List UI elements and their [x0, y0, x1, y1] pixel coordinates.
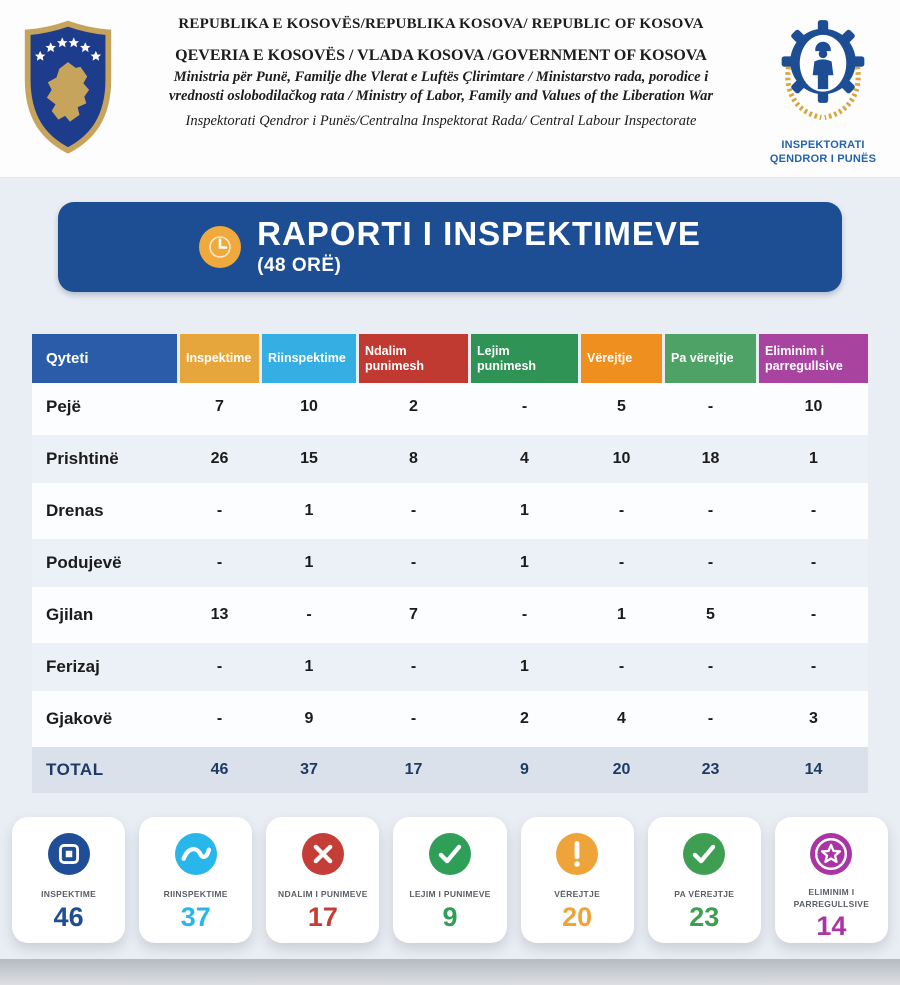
value-cell: 5 [617, 398, 626, 415]
city-cell: Drenas [46, 501, 104, 520]
value-cell: - [521, 606, 528, 623]
table-row-podujev [32, 539, 868, 591]
city-cell: Podujevë [46, 553, 122, 572]
card-label: LEJIM I PUNIMEVE [409, 888, 491, 899]
gear-worker-icon [767, 10, 879, 132]
city-cell: Prishtinë [46, 449, 119, 468]
value-cell: - [216, 710, 223, 727]
logo-caption-line2: QENDROR I PUNËS [769, 152, 877, 165]
value-cell: - [216, 658, 223, 675]
x-icon [302, 833, 344, 880]
value-cell: 1 [304, 554, 314, 571]
inspectorate-logo [760, 8, 886, 167]
kosovo-coat-of-arms [14, 8, 122, 164]
card-value: 20 [562, 902, 593, 932]
value-cell: - [521, 398, 528, 415]
column-header-inspektime: Inspektime [180, 334, 259, 383]
inspectorate-title: Inspektorati Qendror i Punës/Centralna Inspektorat Rada/ Central Labour Inspectorate [185, 112, 697, 129]
value-cell: 1 [617, 606, 626, 623]
summary-card-pa-v-rejtje [648, 817, 761, 943]
logo-caption [760, 139, 886, 167]
column-header-eliminim-i-parregullsive: Eliminim i parregullsive [759, 334, 868, 383]
card-value: 23 [689, 902, 720, 932]
value-cell: 1 [304, 502, 314, 519]
value-cell: - [410, 502, 417, 519]
column-header-riinspektime: Riinspektime [262, 334, 356, 383]
summary-card-lejim-i-punimeve [393, 817, 506, 943]
check-icon [683, 833, 725, 880]
summary-card-riinspektime [139, 817, 252, 943]
government-title: QEVERIA E KOSOVËS / VLADA KOSOVA /GOVERNMENT OF KOSOVA [175, 47, 707, 64]
logo-caption-line1: INSPEKTORATI [781, 139, 865, 151]
summary-card-v-rejtje [521, 817, 634, 943]
value-cell: 1 [520, 554, 529, 571]
value-cell: 9 [304, 710, 314, 727]
value-cell: 10 [612, 450, 631, 467]
table-row-ferizaj [32, 643, 868, 695]
value-cell: - [707, 658, 714, 675]
report-title: RAPORTI I INSPEKTIMEVE [257, 215, 701, 253]
card-label: RIINSPEKTIME [163, 888, 228, 899]
letterhead-text [122, 8, 760, 130]
card-label: PA VËREJTJE [674, 888, 735, 899]
total-value-cell: 20 [612, 761, 631, 778]
inspections-table [32, 334, 868, 793]
value-cell: - [216, 502, 223, 519]
value-cell: - [618, 502, 625, 519]
value-cell: - [707, 554, 714, 571]
column-header-ndalim-punimesh: Ndalim punimesh [359, 334, 468, 383]
city-cell: Gjakovë [46, 709, 113, 728]
value-cell: - [410, 710, 417, 727]
exclamation-icon [556, 833, 598, 880]
total-value-cell: 14 [804, 761, 823, 778]
card-value: 46 [53, 902, 84, 932]
shield-icon [20, 12, 116, 164]
value-cell: - [216, 554, 223, 571]
stop-square-icon [48, 833, 90, 880]
table-row-drenas [32, 487, 868, 539]
city-cell: Ferizaj [46, 657, 100, 676]
value-cell: 18 [701, 450, 720, 467]
value-cell: 1 [520, 502, 529, 519]
letterhead [0, 0, 900, 178]
total-value-cell: 9 [520, 761, 529, 778]
summary-card-ndalim-i-punimeve [266, 817, 379, 943]
total-value-cell: 46 [210, 761, 229, 778]
value-cell: 26 [210, 450, 229, 467]
clock-icon [199, 226, 241, 268]
value-cell: 4 [520, 450, 529, 467]
card-label: INSPEKTIME [41, 888, 97, 899]
card-label: NDALIM I PUNIMEVE [278, 888, 368, 899]
value-cell: - [810, 502, 817, 519]
total-value-cell: 37 [300, 761, 318, 778]
swoosh-icon [175, 833, 217, 880]
value-cell: - [306, 606, 312, 623]
value-cell: - [410, 554, 417, 571]
report-banner [58, 202, 842, 292]
value-cell: 15 [300, 450, 318, 467]
republic-title: REPUBLIKA E KOSOVËS/REPUBLIKA KOSOVA/ REPUBLIC OF KOSOVA [178, 16, 704, 32]
table-header-row [32, 334, 868, 383]
check-icon [429, 833, 471, 880]
value-cell: - [707, 398, 714, 415]
card-label: ELIMINIM I PARREGULLSIVE [793, 887, 870, 910]
value-cell: 1 [304, 658, 314, 675]
value-cell: 1 [809, 450, 818, 467]
value-cell: 2 [520, 710, 529, 727]
value-cell: - [410, 658, 417, 675]
card-value: 14 [816, 910, 847, 941]
value-cell: 2 [409, 398, 418, 415]
table-row-pej [32, 383, 868, 435]
ministry-title: Ministria për Punë, Familje dhe Vlerat e Luftës Çlirimtare / Ministarstvo rada, porodice i vrednosti oslobodilačkog rata / Ministry of Labor, Family and Values of the Liberation War [168, 69, 714, 104]
value-cell: 5 [706, 606, 715, 623]
total-label: TOTAL [46, 760, 104, 779]
value-cell: - [810, 606, 817, 623]
column-header-v-rejtje: Vërejtje [581, 334, 662, 383]
card-value: 37 [180, 902, 211, 932]
value-cell: 3 [809, 710, 818, 727]
column-header-pa-v-rejtje: Pa vërejtje [665, 334, 756, 383]
table-row-gjilan [32, 591, 868, 643]
value-cell: 8 [409, 450, 418, 467]
summary-card-eliminim-i-parregullsive [775, 817, 888, 943]
city-cell: Pejë [46, 397, 81, 416]
value-cell: 7 [409, 606, 418, 623]
total-value-cell: 17 [404, 761, 423, 778]
total-value-cell: 23 [701, 761, 720, 778]
value-cell: 1 [520, 658, 529, 675]
table-body [32, 383, 868, 747]
value-cell: 7 [215, 398, 224, 415]
summary-cards [12, 817, 888, 943]
summary-card-inspektime [12, 817, 125, 943]
value-cell: 4 [617, 710, 626, 727]
card-value: 9 [442, 902, 458, 932]
column-header-qyteti: Qyteti [32, 334, 177, 383]
banner-text [257, 217, 701, 277]
table-total-row [32, 747, 868, 793]
value-cell: - [618, 658, 625, 675]
value-cell: - [707, 502, 714, 519]
value-cell: - [810, 554, 817, 571]
value-cell: 10 [300, 398, 318, 415]
card-value: 17 [307, 902, 338, 932]
value-cell: - [810, 658, 817, 675]
value-cell: - [707, 710, 714, 727]
column-header-lejim-punimesh: Lejim punimesh [471, 334, 578, 383]
star-icon [810, 833, 852, 880]
table-row-prishtin [32, 435, 868, 487]
report-subtitle: (48 ORË) [257, 254, 342, 276]
card-label: VËREJTJE [554, 888, 601, 899]
value-cell: 10 [804, 398, 823, 415]
city-cell: Gjilan [46, 605, 94, 624]
value-cell: - [618, 554, 625, 571]
bottom-band [0, 959, 900, 985]
table-row-gjakov [32, 695, 868, 747]
value-cell: 13 [210, 606, 229, 623]
